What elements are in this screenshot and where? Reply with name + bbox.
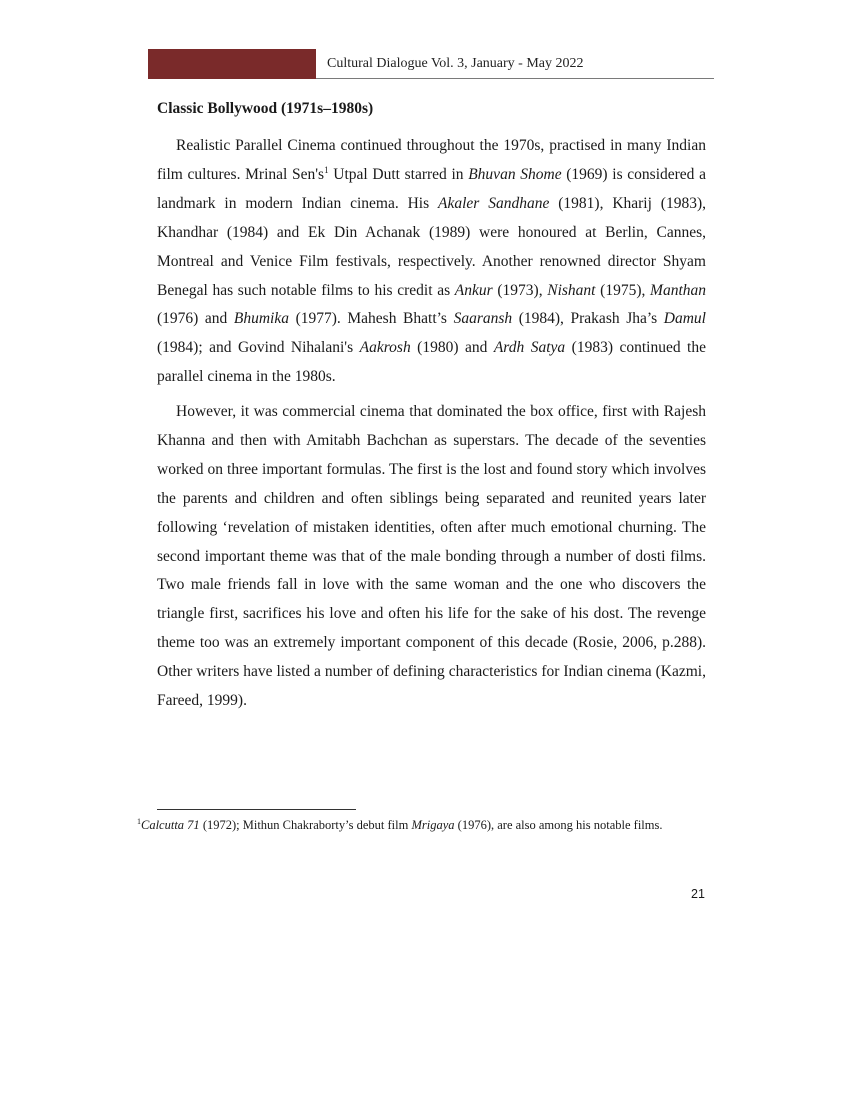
paragraph-commercial-cinema: However, it was commercial cinema that dominated the box office, first with Rajesh Khanna and then with Amitabh Bachchan as superstars. The decade of the seventies worked on three important formulas. The first is the lost and found story which involves the parents and children and often siblings being separated and reunited years later following ‘revelation of mistaken identities, often after much emotional churning. The second important theme was that of the male bonding through a number of dosti films. Two male friends fall in love with the same woman and the one who discovers the triangle first, sacrifices his love and often his life for the sake of his dost. The revenge theme too was an extremely important component of this decade (Rosie, 2006, p.288). Other writers have listed a number of defining characteristics for Indian cinema (Kazmi, Fareed, 1999). (157, 403, 706, 710)
footnote-marker: 1 (137, 817, 141, 826)
text-run: (1984); and Govind Nihalani's (157, 339, 360, 357)
text-run: (1975), (595, 281, 651, 299)
text-run: (1973), (492, 281, 548, 299)
text-run: (1976), are also among his notable films. (454, 818, 663, 832)
text-run: (1977). Mahesh Bhatt’s (289, 310, 454, 328)
text-run: (1972); Mithun Chakraborty’s debut film (199, 818, 412, 832)
text-run: (1984), Prakash Jha’s (512, 310, 664, 328)
italic-title: Manthan (650, 281, 707, 299)
section-title: Classic Bollywood (1971s–1980s) (157, 100, 374, 117)
italic-title: Saaransh (453, 310, 513, 328)
italic-title: Aakrosh (359, 339, 411, 357)
italic-title: Calcutta 71 (141, 818, 200, 832)
italic-title: Bhuvan Shome (468, 165, 562, 183)
italic-title: Damul (663, 310, 706, 328)
text-run: (1969) is considered a landmark in modern Indian cinema. His (157, 165, 706, 212)
text-run: (1983) continued the parallel cinema in the 1980s. (157, 339, 706, 386)
header-color-band (148, 49, 316, 79)
italic-title: Nishant (547, 281, 596, 299)
italic-title: Ankur (454, 281, 493, 299)
italic-title: Ardh Satya (493, 339, 566, 357)
text-run: (1981), Kharij (1983), Khandhar (1984) and Ek Din Achanak (1989) were honoured at Berlin, Cannes, Montreal and Venice Film festivals, respectively. Another renowned director Shyam Benegal has such notable films to his credit as (157, 194, 707, 299)
footnote (137, 817, 727, 834)
text-run: Utpal Dutt starred in (328, 165, 469, 183)
journal-header: Cultural Dialogue Vol. 3, January - May 2022 (327, 56, 584, 71)
footnote-rule (157, 809, 356, 810)
text-run: (1980) and (410, 339, 494, 357)
italic-title: Bhumika (233, 310, 289, 328)
footnote-reference: 1 (324, 164, 329, 175)
text-run: (1976) and (157, 310, 234, 328)
italic-title: Akaler Sandhane (438, 194, 550, 212)
italic-title: Mrigaya (411, 818, 455, 832)
paragraph-parallel-cinema (157, 132, 706, 392)
page-number: 21 (691, 887, 705, 901)
header-rule (316, 78, 714, 79)
text-run: Realistic Parallel Cinema continued throughout the 1970s, practised in many Indian film cultures. Mrinal Sen's (157, 137, 706, 183)
